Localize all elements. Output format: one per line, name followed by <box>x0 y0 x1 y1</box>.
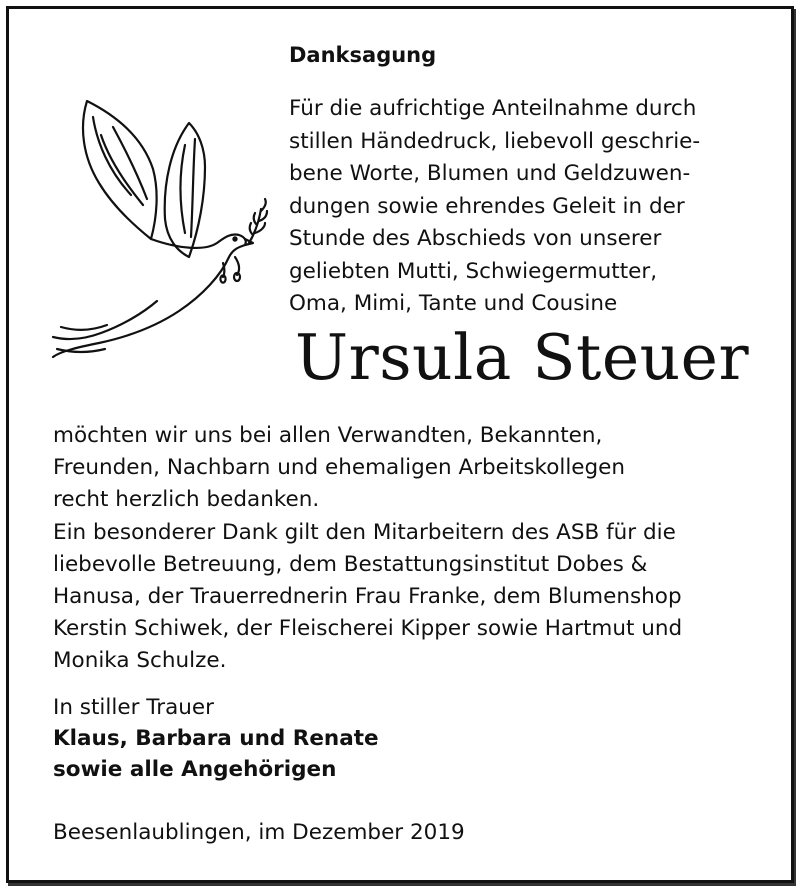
intro-line: Stunde des Abschieds von unserer <box>289 226 662 251</box>
body-line: liebevolle Betreuung, dem Bestattungsinstitut Dobes & <box>53 551 648 577</box>
intro-line: dungen sowie ehrendes Geleit in der <box>289 193 685 219</box>
place-date: Beesenlaublingen, im Dezember 2019 <box>53 820 465 845</box>
body-line: Monika Schulze. <box>53 648 227 674</box>
body-line: Ein besonderer Dank gilt den Mitarbeitern des ASB für die <box>53 519 676 545</box>
body-line: möchten wir uns bei allen Verwandten, Bekannten, <box>53 423 603 448</box>
intro-line: Oma, Mimi, Tante und Cousine <box>289 291 618 316</box>
body-line: recht herzlich bedanken. <box>53 487 320 513</box>
intro-line: bene Worte, Blumen und Geldzuwen- <box>289 161 691 186</box>
body-line: Kerstin Schiwek, der Fleischerei Kipper sowie Hartmut und <box>53 616 683 642</box>
deceased-name: Ursula Steuer <box>295 321 750 394</box>
intro-text <box>289 93 700 321</box>
intro-line: Für die aufrichtige Anteilnahme durch <box>289 96 697 121</box>
closing-phrase: In stiller Trauer <box>53 695 214 720</box>
intro-line: stillen Händedruck, liebevoll geschrie- <box>289 128 701 154</box>
dove-with-olive-branch-icon <box>39 87 279 387</box>
notice-frame <box>6 6 794 883</box>
mourner-names: Klaus, Barbara und Renate <box>53 726 379 751</box>
closing-block <box>53 692 379 785</box>
body-text <box>53 420 682 678</box>
mourner-relatives: sowie alle Angehörigen <box>53 757 337 782</box>
body-line: Hanusa, der Trauerrednerin Frau Franke, dem Blumenshop <box>53 584 682 610</box>
notice-heading: Danksagung <box>289 43 437 67</box>
body-line: Freunden, Nachbarn und ehemaligen Arbeitskollegen <box>53 455 626 481</box>
intro-line: geliebten Mutti, Schwiegermutter, <box>289 258 658 284</box>
